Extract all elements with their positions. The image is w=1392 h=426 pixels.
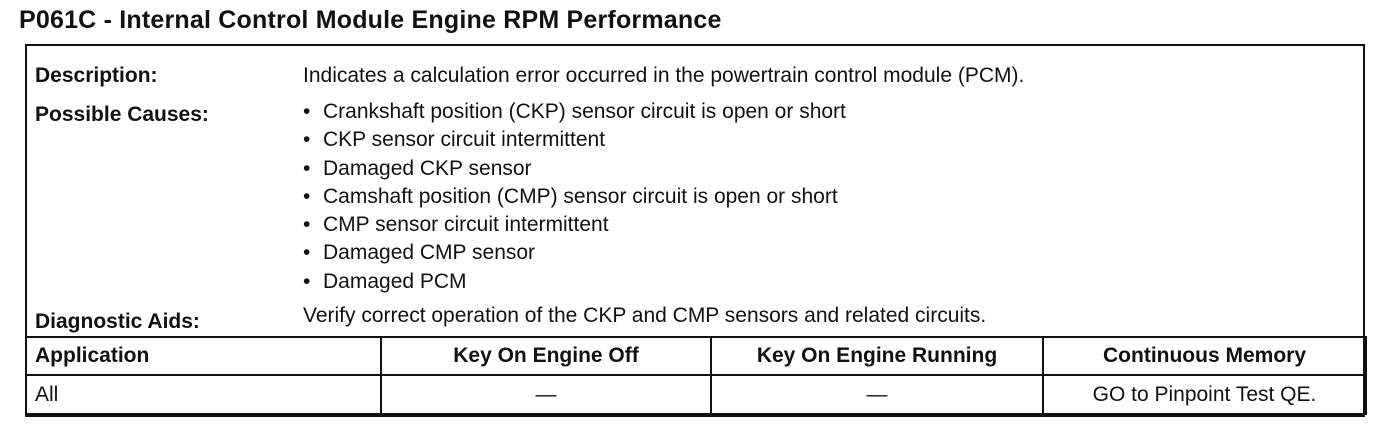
header-application: Application <box>26 337 381 375</box>
cell-continuous-memory: GO to Pinpoint Test QE. <box>1043 375 1366 414</box>
bullet-icon: • <box>303 100 311 123</box>
table-row <box>26 375 1366 414</box>
diagnostic-aids-label: Diagnostic Aids: <box>35 310 200 333</box>
header-key-on-engine-running: Key On Engine Running <box>711 337 1043 375</box>
cause-item <box>303 126 846 154</box>
cause-text: Crankshaft position (CKP) sensor circuit is open or short <box>323 100 846 123</box>
bullet-icon: • <box>303 128 311 152</box>
dtc-info-box <box>25 44 1365 417</box>
bullet-icon: • <box>303 184 311 208</box>
cause-text: CKP sensor circuit intermittent <box>323 128 606 152</box>
cause-item <box>303 98 846 126</box>
cause-item <box>303 268 846 296</box>
possible-causes-label: Possible Causes: <box>35 103 209 126</box>
cell-key-on-engine-off: — <box>381 375 711 414</box>
bullet-icon: • <box>303 213 311 237</box>
application-table <box>25 336 1367 415</box>
cause-text: Damaged CMP sensor <box>323 241 536 265</box>
cell-key-on-engine-running: — <box>711 375 1043 414</box>
cause-item <box>303 211 846 239</box>
diagnostic-aids-text: Verify correct operation of the CKP and CMP sensors and related circuits. <box>303 304 987 327</box>
cause-text: Camshaft position (CMP) sensor circuit is open or short <box>323 184 838 208</box>
description-text: Indicates a calculation error occurred in the powertrain control module (PCM). <box>303 64 1025 87</box>
bullet-icon: • <box>303 156 311 180</box>
cause-item <box>303 183 846 211</box>
cell-application: All <box>26 375 381 414</box>
cause-item <box>303 155 846 183</box>
cause-text: Damaged PCM <box>323 269 467 293</box>
page-title: P061C - Internal Control Module Engine RPM Performance <box>19 6 722 34</box>
table-header-row <box>26 337 1366 375</box>
cause-text: CMP sensor circuit intermittent <box>323 213 609 237</box>
bullet-icon: • <box>303 269 311 293</box>
description-label: Description: <box>35 64 158 87</box>
possible-causes-list <box>303 98 846 296</box>
bullet-icon: • <box>303 241 311 265</box>
header-key-on-engine-off: Key On Engine Off <box>381 337 711 375</box>
cause-item <box>303 239 846 267</box>
header-continuous-memory: Continuous Memory <box>1043 337 1366 375</box>
cause-text: Damaged CKP sensor <box>323 156 532 180</box>
